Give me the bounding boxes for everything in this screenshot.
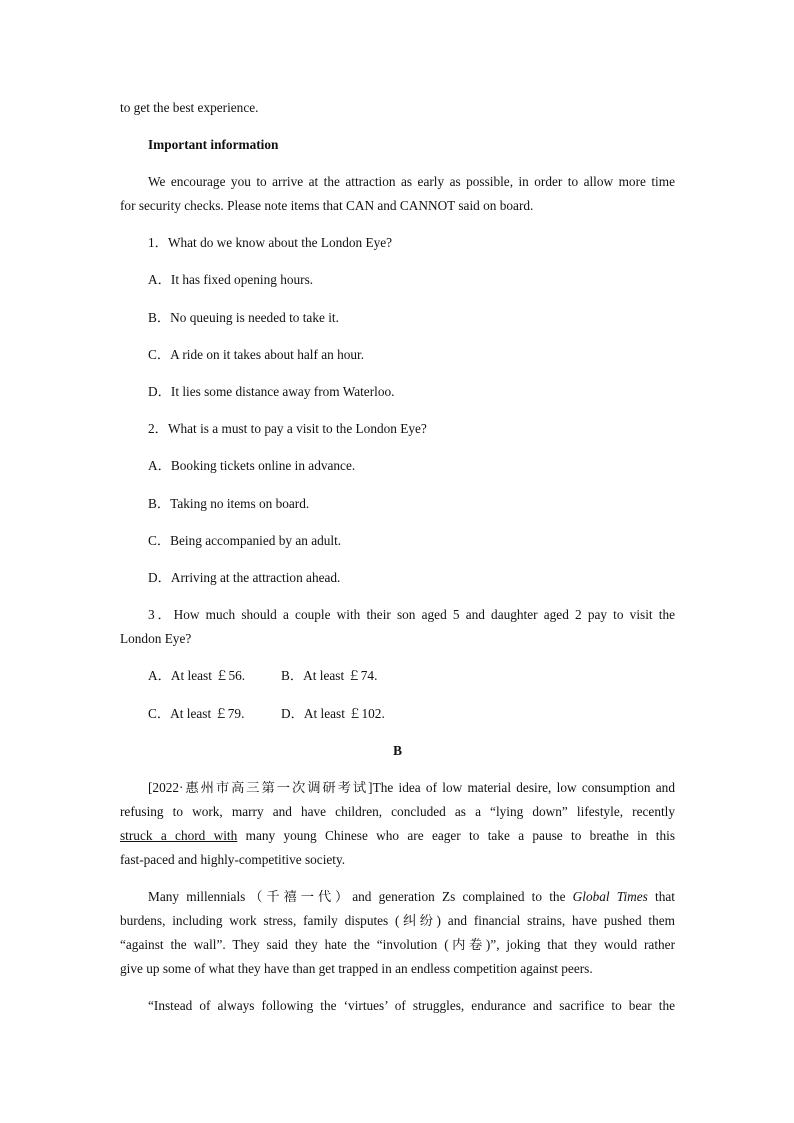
p1-line-3-text: many young Chinese who are eager to take a pause to breathe in this: [237, 828, 675, 843]
question-1-option-d: D．It lies some distance away from Waterloo.: [148, 384, 395, 399]
question-2-option-d: D．Arriving at the attraction ahead.: [148, 570, 341, 585]
passage-a-tail-line: to get the best experience.: [120, 100, 259, 115]
question-2-option-b: B．Taking no items on board.: [148, 496, 310, 511]
info-paragraph-line-2: for security checks. Please note items that CAN and CANNOT said on board.: [120, 198, 534, 213]
section-b-p1-line-2: refusing to work, marry and have children, concluded as a “lying down” lifestyle, recently: [120, 804, 675, 819]
section-b-p2-line-2: burdens, including work stress, family disputes (纠纷) and financial strains, have pushed them: [120, 913, 675, 928]
question-3-stem-line-1: 3．How much should a couple with their son aged 5 and daughter aged 2 pay to visit the: [148, 607, 675, 622]
global-times-title: Global Times: [572, 889, 648, 904]
important-info-heading: Important information: [148, 137, 279, 152]
section-b-heading: B: [393, 743, 402, 758]
question-3-options-row-1: [148, 667, 675, 685]
underlined-phrase: struck a chord with: [120, 828, 238, 843]
source-tag: [2022·惠州市高三第一次调研考试]: [148, 780, 373, 795]
question-1-option-b: B．No queuing is needed to take it.: [148, 310, 339, 325]
section-b-p2-line-3: “against the wall”. They said they hate the “involution (内卷)”, joking that they would rather: [120, 937, 675, 952]
question-3-options-row-2: [148, 705, 675, 723]
question-3-option-d: D．At least ￡102.: [281, 706, 385, 721]
p2-line-1-end: that: [647, 889, 675, 904]
question-2-stem: 2．What is a must to pay a visit to the London Eye?: [148, 421, 427, 436]
section-b-p1-line-1: [148, 779, 675, 797]
question-1-option-c: C．A ride on it takes about half an hour.: [148, 347, 365, 362]
section-b-p3-line-1: “Instead of always following the ‘virtues’ of struggles, endurance and sacrifice to bear the: [148, 998, 675, 1013]
section-b-p2-line-1: [148, 888, 675, 906]
section-b-p2-line-4: give up some of what they have than get trapped in an endless competition against peers.: [120, 961, 593, 976]
question-3-option-c: C．At least ￡79.: [148, 706, 245, 721]
question-3-option-b: B．At least ￡74.: [281, 668, 378, 683]
section-b-p1-line-3: [120, 827, 675, 845]
question-2-option-c: C．Being accompanied by an adult.: [148, 533, 342, 548]
question-1-option-a: A．It has fixed opening hours.: [148, 272, 314, 287]
p2-line-1-start: Many millennials（千禧一代）and generation Zs complained to the: [148, 889, 573, 904]
question-2-option-a: A．Booking tickets online in advance.: [148, 458, 356, 473]
question-1-stem: 1．What do we know about the London Eye?: [148, 235, 393, 250]
question-3-option-a: A．At least ￡56.: [148, 668, 246, 683]
section-b-p1-line-4: fast-paced and highly-competitive society.: [120, 852, 346, 867]
info-paragraph-line-1: We encourage you to arrive at the attraction as early as possible, in order to allow more time: [148, 174, 675, 189]
question-3-stem-line-2: London Eye?: [120, 631, 192, 646]
p1-line-1-text: The idea of low material desire, low consumption and: [372, 780, 675, 795]
